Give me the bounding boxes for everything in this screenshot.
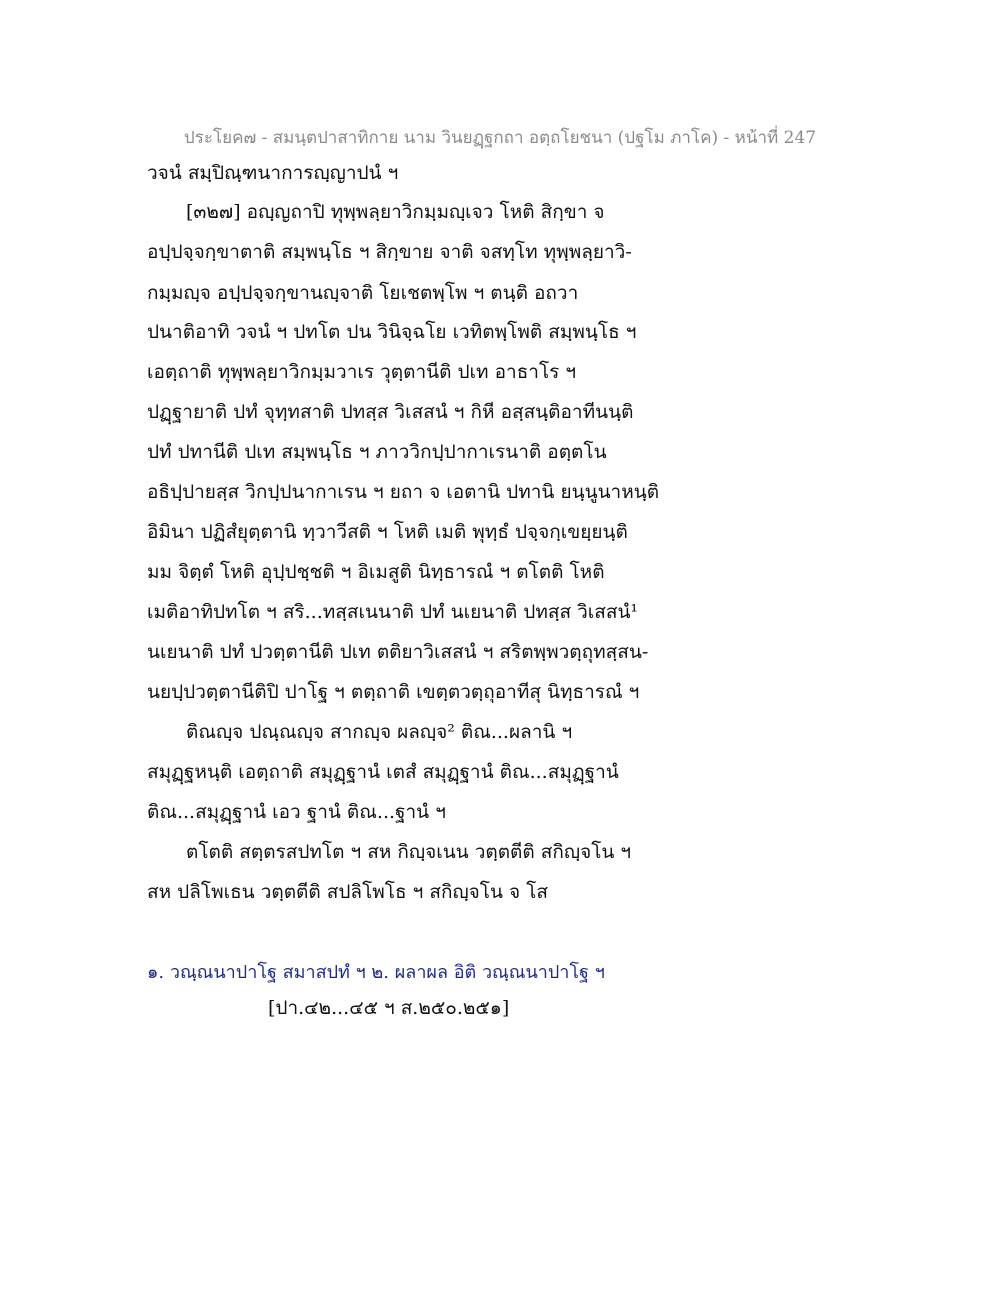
text-line: ปฏฺฐายาติ ปทํ จุทฺทสาติ ปทสฺส วิเสสนํ ฯ กิหี อสฺสนฺติอาทีนนฺติ [147,401,634,423]
page-reference: [ปา.๔๒...๔๕ ฯ ส.๒๕๐.๒๕๑] [268,997,510,1019]
text-line: กมฺมญฺจ อปฺปจฺจกฺขานญฺจาติ โยเชตพฺโพ ฯ ตนฺติ อถวา [147,282,579,304]
text-line: เมติอาทิปทโต ฯ สริ...ทสฺสเนนาติ ปทํ นเยนาติ ปทสฺส วิเสสนํ¹ [147,601,639,623]
text-line: อธิปฺปายสฺส วิกปฺปนากาเรน ฯ ยถา จ เอตานิ ปทานิ ยนฺนูนาหนฺติ [147,481,660,503]
text-line: อปฺปจฺจกฺขาตาติ สมฺพนฺโธ ฯ สิกฺขาย จาติ จสทฺโท ทุพฺพลฺยาวิ- [147,241,632,263]
text-line: ติณ...สมุฏฺฐานํ เอว ฐานํ ติณ...ฐานํ ฯ [147,801,446,823]
text-line: เอตฺถาติ ทุพฺพลฺยาวิกมฺมวาเร วุตฺตานีติ ปเท อาธาโร ฯ [147,361,577,383]
text-line: สมุฏฺฐหนฺติ เอตฺถาติ สมุฏฺฐานํ เตสํ สมุฏฺฐานํ ติณ...สมุฏฺฐานํ [147,761,619,783]
paragraph-start-line: [๓๒๗] อญฺญถาปิ ทุพฺพลฺยาวิกมฺมญฺเจว โหติ สิกฺขา จ [186,201,605,223]
text-line: วจนํ สมฺปิณฺฑนาการญฺญาปนํ ฯ [147,162,399,184]
text-line: นยปฺปวตฺตานีติปิ ปาโฐ ฯ ตตฺถาติ เขตฺตวตฺถุอาทีสุ นิทฺธารณํ ฯ [147,681,640,703]
paragraph-start-line: ติณญฺจ ปณฺณญฺจ สากญฺจ ผลญฺจ² ติณ...ผลานิ ฯ [186,721,573,743]
text-line: นเยนาติ ปทํ ปวตฺตานีติ ปเท ตติยาวิเสสนํ ฯ สริตพฺพวตฺถุทสฺสน- [147,641,649,663]
text-line: ปนาติอาทิ วจนํ ฯ ปทโต ปน วินิจฺฉโย เวทิตพฺโพติ สมฺพนฺโธ ฯ [147,321,637,343]
text-line: อิมินา ปฏิสํยุตฺตานิ ทฺวาวีสติ ฯ โหติ เมติ พุทฺธํ ปจฺจกฺเขยฺยนฺติ [147,521,628,543]
text-line: สห ปลิโพเธน วตฺตตีติ สปลิโพโธ ฯ สกิญฺจโน จ โส [147,881,548,903]
text-line: ปทํ ปทานีติ ปเท สมฺพนฺโธ ฯ ภาววิกปฺปากาเรนาติ อตฺตโน [147,441,607,463]
paragraph-start-line: ตโตติ สตฺตรสปทโต ฯ สห กิญฺจเนน วตฺตตีติ สกิญฺจโน ฯ [186,841,632,863]
text-line: มม จิตฺตํ โหติ อุปฺปชฺชติ ฯ อิเมสูติ นิทฺธารณํ ฯ ตโตติ โหติ [147,561,605,583]
page-header: ประโยค๗ - สมนฺตปาสาทิกาย นาม วินยฏฺฐกถา อตฺถโยชนา (ปฐโม ภาโค) - หน้าที่ 247 [183,128,817,148]
footnote: ๑. วณฺณนาปาโฐ สมาสปทํ ฯ ๒. ผลาผล อิติ วณฺณนาปาโฐ ฯ [147,962,605,983]
